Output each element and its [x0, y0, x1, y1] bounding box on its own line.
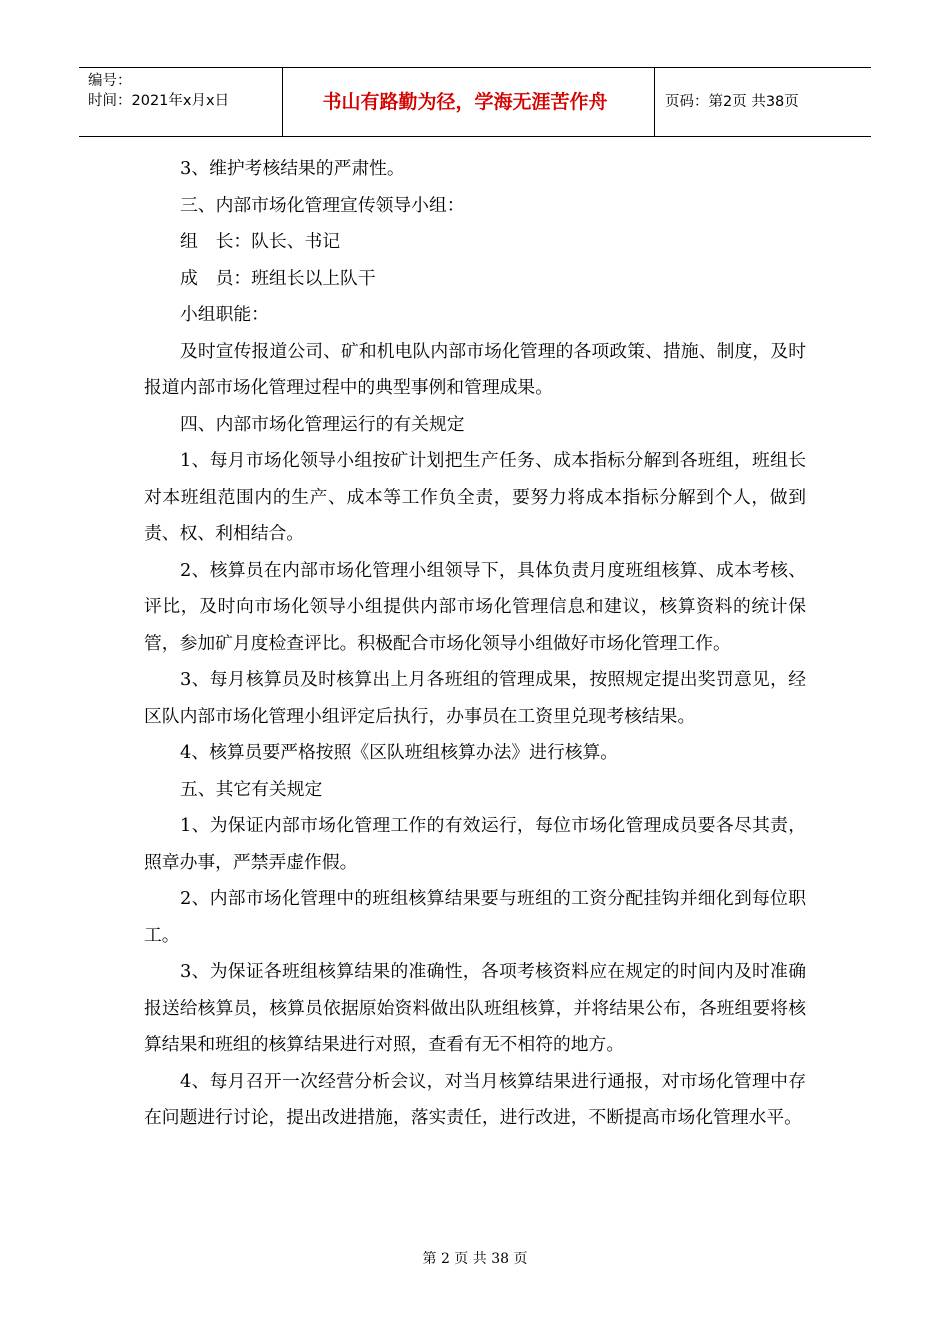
header-meta [88, 71, 229, 111]
section-heading: 三、内部市场化管理宣传领导小组： [180, 194, 465, 216]
paragraph: 成 员：班组长以上队干 [180, 267, 376, 289]
header-number: 编号： [88, 73, 132, 89]
page-footer: 第 2 页 共 38 页 [422, 1251, 528, 1267]
paragraph: 4、每月召开一次经营分析会议，对当月核算结果进行通报，对市场化管理中存在问题进行讨论，提出改进措施，落实责任，进行改进，不断提高市场化管理水平。 [144, 1070, 806, 1128]
paragraph: 及时宣传报道公司、矿和机电队内部市场化管理的各项政策、措施、制度，及时报道内部市场化管理过程中的典型事例和管理成果。 [144, 340, 806, 398]
header-divider-right [654, 67, 655, 137]
header-divider-left [282, 67, 283, 137]
page-header [79, 67, 871, 137]
paragraph: 3、维护考核结果的严肃性。 [180, 158, 405, 179]
header-motto: 书山有路勤为径，学海无涯苦作舟 [322, 91, 608, 113]
document-body [144, 151, 806, 1137]
paragraph: 2、内部市场化管理中的班组核算结果要与班组的工资分配挂钩并细化到每位职工。 [144, 888, 806, 946]
paragraph: 3、为保证各班组核算结果的准确性，各项考核资料应在规定的时间内及时准确报送给核算员，核算员依据原始资料做出队班组核算，并将结果公布，各班组要将核算结果和班组的核算结果进行对照，查看有无不相符的地方。 [144, 961, 806, 1055]
paragraph: 4、核算员要严格按照《区队班组核算办法》进行核算。 [180, 742, 619, 763]
header-top-rule [79, 67, 871, 68]
header-date: 时间：2021年x月x日 [88, 93, 230, 109]
paragraph: 1、为保证内部市场化管理工作的有效运行，每位市场化管理成员要各尽其责，照章办事，严禁弄虚作假。 [144, 815, 806, 873]
paragraph: 3、每月核算员及时核算出上月各班组的管理成果，按照规定提出奖罚意见，经区队内部市场化管理小组评定后执行，办事员在工资里兑现考核结果。 [144, 669, 806, 727]
section-heading: 五、其它有关规定 [180, 778, 323, 800]
paragraph: 小组职能： [180, 304, 269, 325]
section-heading: 四、内部市场化管理运行的有关规定 [180, 413, 465, 435]
paragraph: 2、核算员在内部市场化管理小组领导下，具体负责月度班组核算、成本考核、评比，及时向市场化领导小组提供内部市场化管理信息和建议，核算资料的统计保管，参加矿月度检查评比。积极配合市场化领导小组做好市场化管理工作。 [144, 559, 806, 654]
header-page-info: 页码：第2页 共38页 [665, 94, 799, 110]
paragraph: 1、每月市场化领导小组按矿计划把生产任务、成本指标分解到各班组，班组长对本班组范围内的生产、成本等工作负全责，要努力将成本指标分解到个人，做到责、权、利相结合。 [144, 450, 806, 544]
header-bottom-rule [79, 136, 871, 137]
paragraph: 组 长：队长、书记 [180, 231, 341, 252]
